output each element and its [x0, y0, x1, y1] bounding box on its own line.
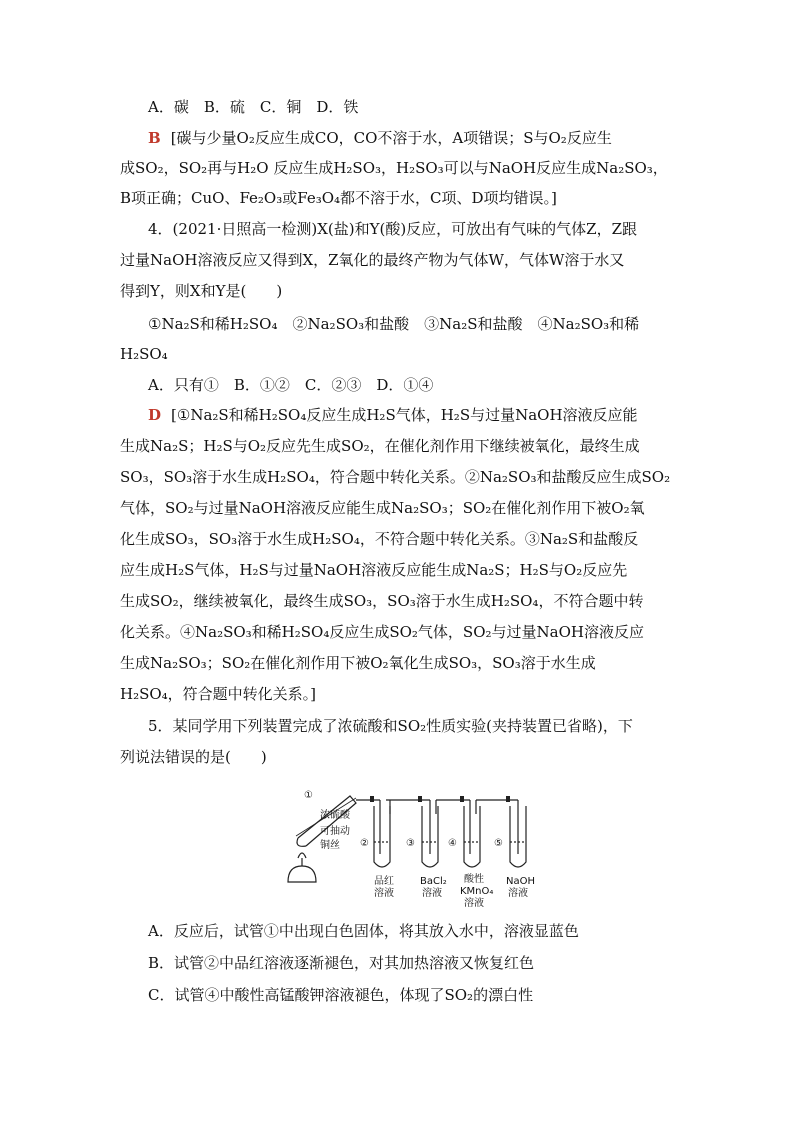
tube-4-label: KMnO₄ [460, 886, 494, 897]
q3-explanation-line: 成SO₂，SO₂再与H₂O 反应生成H₂SO₃，H₂SO₃可以与NaOH反应生成Na₂SO₃， [120, 159, 668, 177]
q4-explanation-line: 应生成H₂S气体，H₂S与过量NaOH溶液反应能生成Na₂S；H₂S与O₂反应先 [120, 561, 628, 579]
q4-explanation-line: 化生成SO₃，SO₃溶于水生成H₂SO₄，不符合题中转化关系。③Na₂S和盐酸反 [120, 530, 639, 548]
q4-stem-line: 得到Y，则X和Y是( ) [120, 282, 283, 300]
q5-stem-line: 5．某同学用下列装置完成了浓硫酸和SO₂性质实验(夹持装置已省略)，下 [148, 717, 633, 735]
q4-stem-line: 过量NaOH溶液反应又得到X，Z氧化的最终产物为气体W，气体W溶于水又 [120, 251, 625, 269]
tube-5-number: ⑤ [494, 838, 503, 849]
q3-explanation-line: B [碳与少量O₂反应生成CO，CO不溶于水，A项错误；S与O₂反应生 [148, 129, 612, 147]
q3-explanation-line: B项正确；CuO、Fe₂O₃或Fe₃O₄都不溶于水，C项、D项均错误。] [120, 189, 557, 207]
q4-explanation-line: D [①Na₂S和稀H₂SO₄反应生成H₂S气体，H₂S与过量NaOH溶液反应能 [148, 406, 638, 424]
tube-5-label: 溶液 [508, 888, 528, 899]
tube-2-label: 品红 [374, 876, 394, 887]
tube-3-label: 溶液 [422, 888, 442, 899]
copper-wire-label-line2: 铜丝 [320, 840, 340, 851]
q4-options: A．只有① B．①② C．②③ D．①④ [148, 376, 434, 394]
tube-1-number: ① [304, 790, 313, 801]
q4-choice-line: ①Na₂S和稀H₂SO₄ ②Na₂SO₃和盐酸 ③Na₂S和盐酸 ④Na₂SO₃和稀 [148, 315, 640, 333]
q5-option-a: A．反应后，试管①中出现白色固体，将其放入水中，溶液显蓝色 [148, 922, 579, 940]
q5-option-b: B．试管②中品红溶液逐渐褪色，对其加热溶液又恢复红色 [148, 954, 535, 972]
copper-wire-label-line1: 可抽动 [320, 826, 350, 837]
concentrated-sulfuric-acid-label: 浓硫酸 [320, 810, 350, 821]
test-tube-4 [464, 806, 480, 867]
q5-stem-line: 列说法错误的是( ) [120, 748, 267, 766]
tube-3-label: BaCl₂ [420, 876, 447, 887]
tube-5-label: NaOH [506, 876, 535, 887]
q4-explanation-line: 生成Na₂SO₃；SO₂在催化剂作用下被O₂氧化生成SO₃，SO₃溶于水生成 [120, 654, 596, 672]
q4-explanation-line: 化关系。④Na₂SO₃和稀H₂SO₄反应生成SO₂气体，SO₂与过量NaOH溶液反应 [120, 623, 644, 641]
tube-2-label: 溶液 [374, 888, 394, 899]
tube-4-label: 酸性 [464, 874, 484, 885]
q4-explanation-line: 气体，SO₂与过量NaOH溶液反应能生成Na₂SO₃；SO₂在催化剂作用下被O₂氧 [120, 499, 645, 517]
q3-answer-letter: B [148, 129, 161, 147]
tube-4-number: ④ [448, 838, 457, 849]
q4-explanation-line: SO₃，SO₃溶于水生成H₂SO₄，符合题中转化关系。②Na₂SO₃和盐酸反应生成SO₂ [120, 468, 671, 486]
spirit-lamp [288, 866, 316, 882]
tube-4-label: 溶液 [464, 898, 484, 909]
q4-stem-line: 4．(2021·日照高一检测)X(盐)和Y(酸)反应，可放出有气味的气体Z，Z跟 [148, 220, 638, 238]
apparatus-figure [282, 782, 554, 910]
q4-explanation-line: H₂SO₄，符合题中转化关系。] [120, 685, 317, 703]
q4-choice-line: H₂SO₄ [120, 345, 168, 363]
q4-answer-letter: D [148, 406, 162, 424]
tube-2-number: ② [360, 838, 369, 849]
q4-explanation-line: 生成SO₂，继续被氧化，最终生成SO₃，SO₃溶于水生成H₂SO₄，不符合题中转 [120, 592, 644, 610]
q5-option-c: C．试管④中酸性高锰酸钾溶液褪色，体现了SO₂的漂白性 [148, 986, 534, 1004]
test-tube-2 [374, 806, 390, 867]
tube-3-number: ③ [406, 838, 415, 849]
q3-options: A．碳 B．硫 C．铜 D．铁 [148, 98, 359, 116]
q4-explanation-line: 生成Na₂S；H₂S与O₂反应先生成SO₂，在催化剂作用下继续被氧化，最终生成 [120, 437, 640, 455]
